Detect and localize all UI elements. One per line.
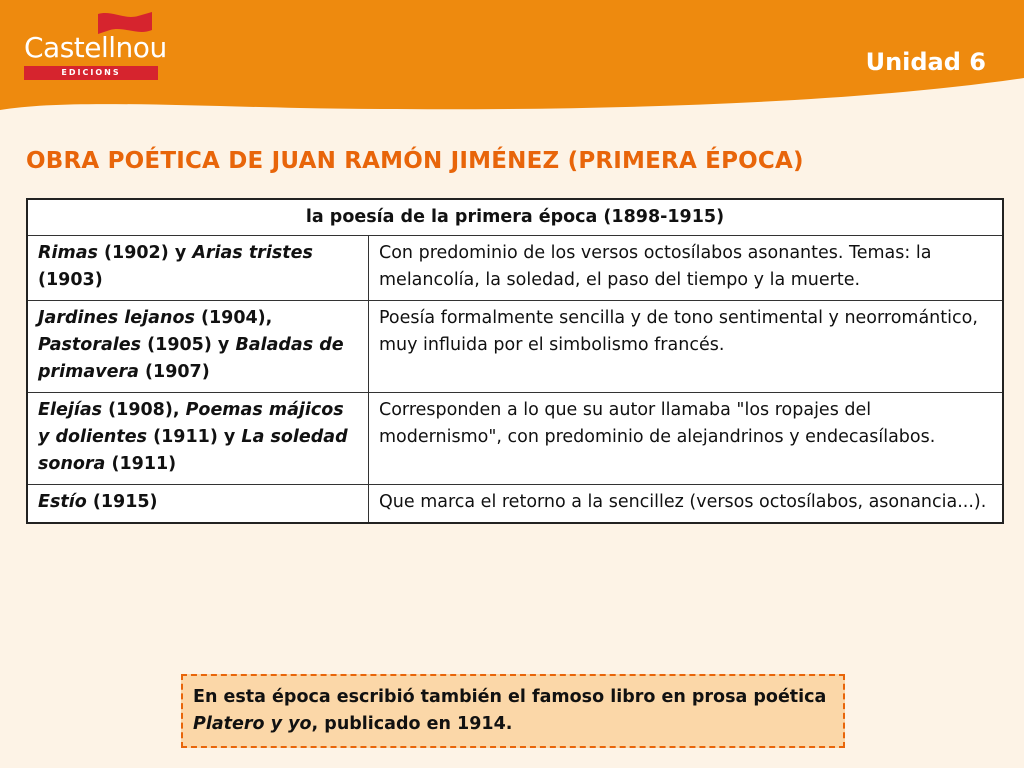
unit-label: Unidad 6 — [865, 48, 986, 76]
work-title: Baladas de primavera — [38, 335, 344, 382]
work-description-cell: Poesía formalmente sencilla y de tono sentimental y neorromántico, muy influida por el simbolismo francés. — [369, 301, 1004, 393]
publisher-logo — [24, 10, 167, 77]
work-title: Pastorales — [38, 335, 142, 355]
table-row — [27, 393, 1003, 485]
work-year: (1905) y — [141, 335, 236, 355]
work-year: (1904), — [194, 308, 273, 328]
logo-wordmark: Castellnou — [24, 31, 167, 64]
table-header: la poesía de la primera época (1898-1915) — [27, 199, 1003, 236]
table-header-row — [27, 199, 1003, 236]
table-row — [27, 236, 1003, 301]
table-body — [27, 236, 1003, 524]
work-titles-cell — [27, 393, 369, 485]
work-year: (1903) — [38, 270, 103, 290]
work-title: Poemas májicos y dolientes — [38, 400, 344, 447]
note-book-title: Platero y yo — [193, 714, 312, 734]
work-title: Elejías — [38, 400, 103, 420]
work-title: Estío — [38, 492, 87, 512]
work-year: (1915) — [86, 492, 158, 512]
work-year: (1911) — [105, 454, 177, 474]
work-description-cell: Corresponden a lo que su autor llamaba "los ropajes del modernismo", con predominio de alejandrinos y endecasílabos. — [369, 393, 1004, 485]
work-year: (1907) — [138, 362, 210, 382]
note-box — [181, 674, 845, 748]
logo-subtitle: EDICIONS — [24, 66, 158, 80]
work-year: (1902) y — [97, 243, 193, 263]
works-table — [26, 198, 1004, 524]
work-title: La soledad sonora — [38, 427, 348, 474]
work-titles-cell — [27, 236, 369, 301]
page-title: OBRA POÉTICA DE JUAN RAMÓN JIMÉNEZ (PRIMERA ÉPOCA) — [26, 148, 804, 174]
note-text-after: , publicado en 1914. — [311, 714, 513, 734]
table-row — [27, 485, 1003, 524]
table-row — [27, 301, 1003, 393]
work-title: Jardines lejanos — [38, 308, 195, 328]
note-text-before: En esta época escribió también el famoso libro en prosa poética — [193, 687, 827, 707]
work-title: Arias tristes — [192, 243, 313, 263]
work-titles-cell — [27, 301, 369, 393]
work-description-cell: Con predominio de los versos octosílabos asonantes. Temas: la melancolía, la soledad, el paso del tiempo y la muerte. — [369, 236, 1004, 301]
work-year: (1908), — [102, 400, 186, 420]
work-description-cell: Que marca el retorno a la sencillez (versos octosílabos, asonancia...). — [369, 485, 1004, 524]
work-titles-cell — [27, 485, 369, 524]
work-title: Rimas — [38, 243, 98, 263]
work-year: (1911) y — [147, 427, 242, 447]
